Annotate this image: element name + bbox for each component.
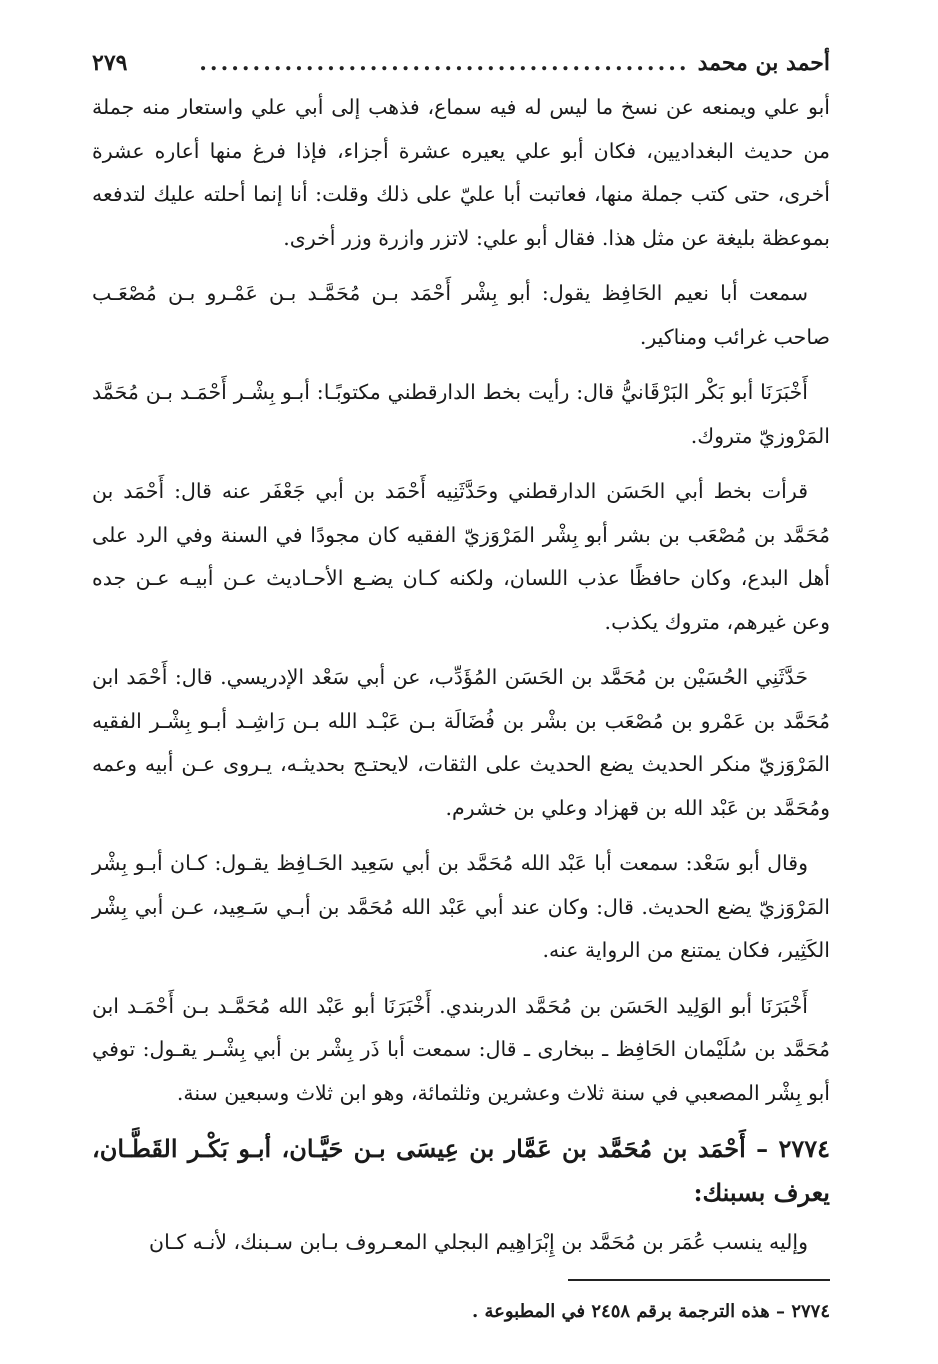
footnote: ٢٧٧٤ – هذه الترجمة برقم ٢٤٥٨ في المطبوعة . xyxy=(471,1301,830,1322)
paragraph: سمعت أبا نعيم الحَافِظ يقول: أبو بِشْر أَحْمَد بـن مُحَمَّـد بـن عَمْـرو بـن مُصْعَـب صاحب غرائب ومناكير. xyxy=(92,281,830,349)
document-page xyxy=(92,40,830,1277)
header-dot-leader: .............................................. xyxy=(199,50,690,76)
paragraph: قرأت بخط أبي الحَسَن الدارقطني وحَدَّثَنِيه أَحْمَد بن أبي جَعْفَر عنه قال: أَحْمَد بن مُحَمَّد بن مُصْعَب بن بشر أبو بِشْر المَرْوَزيّ الفقيه كان مجودًا في السنة وفي الرد على أهل البدع، وكان حافظًا عذب اللسان، ولكنه كـان يضـع الأحـاديث عـن أبيـه عـن جده وعن غيرهم، متروك يكذب. xyxy=(92,479,830,634)
paragraph: أَخْبَرَنَا أبو بَكْر البَرْقَانيُّ قال: رأيت بخط الدارقطني مكتوبًـا: أبـو بِشْـر أَحْمَـد بـن مُحَمَّد المَرْوزيّ متروك. xyxy=(92,380,830,448)
paragraph: وقال أبو سَعْد: سمعت أبا عَبْد الله مُحَمَّد بن أبي سَعِيد الحَـافِظ يقـول: كـان أبـو بِشْر المَرْوَزيّ يضع الحديث. قال: وكان عند أبي عَبْد الله مُحَمَّد بن أبـي سَـعِيد، عـن أبي بِشْر الكَثِير، فكان يمتنع من الرواية عنه. xyxy=(92,851,830,962)
paragraph: أَخْبَرَنَا أبو الوَلِيد الحَسَن بن مُحَمَّد الدربندي. أَخْبَرَنَا أبو عَبْد الله مُحَمَّـد بـن أَحْمَـد ابن مُحَمَّد بن سُلَيْمان الحَافِظ ـ ببخارى ـ قال: سمعت أبا ذَر بِشْر بن أبي بِشْـر يقـول: توفي أبو بِشْر المصعبي في سنة ثلاث وعشرين وثلثمائة، وهو ابن ثلاث وسبعين سنة. xyxy=(92,993,830,1105)
page-number: ٢٧٩ xyxy=(92,50,128,76)
paragraph: حَدَّثَنِي الحُسَيْن بن مُحَمَّد بن الحَسَن المُؤَدِّب، عن أبي سَعْد الإدريسي. قال: أَحْمَد ابن مُحَمَّد بن عَمْرو بن مُصْعَب بن بشْر بن فُضَالَة بـن عَبْـد الله بـن رَاشِـد أبـو بِشْـر الفقيه المَرْوَزيّ منكر الحديث يضع الحديث على الثقات، لايحتـج بحديثـه، يـروى عـن أبيه وعمه ومُحَمَّد بن عَبْد الله بن قهزاد وعلي بن خشرم. xyxy=(92,665,830,820)
entry-text: وإليه ينسب عُمَر بن مُحَمَّد بن إِبْرَاهِيم البجلي المعـروف بـابن سـبنك، لأنـه كـان xyxy=(149,1230,808,1254)
running-header xyxy=(92,40,830,86)
entry-heading: ٢٧٧٤ – أَحْمَد بن مُحَمَّد بن عَمَّار بن عِيسَى بـن حَيَّـان، أبـو بَكْـر القَطَّـان، يعرف بسبنك: xyxy=(92,1134,830,1207)
header-title: أحمد بن محمد xyxy=(697,50,830,76)
paragraph: أبو علي ويمنعه عن نسخ ما ليس له فيه سماع، فذهب إلى أبي علي واستعار منه جملة من حديث البغداديين، فكان أبو علي يعيره عشرة أجزاء، فإذا فرغ منها أعاره عشرة أخرى، حتى كتب جملة منها، فعاتبت أبا عليّ على ذلك وقلت: أنا إنما أحلته عليك لتدفعه بموعظة بليغة عن مثل هذا. فقال أبو علي: لاتزر وازرة وزر أخرى. xyxy=(92,95,830,250)
body-text xyxy=(92,86,830,1265)
footnote-divider xyxy=(568,1279,830,1281)
